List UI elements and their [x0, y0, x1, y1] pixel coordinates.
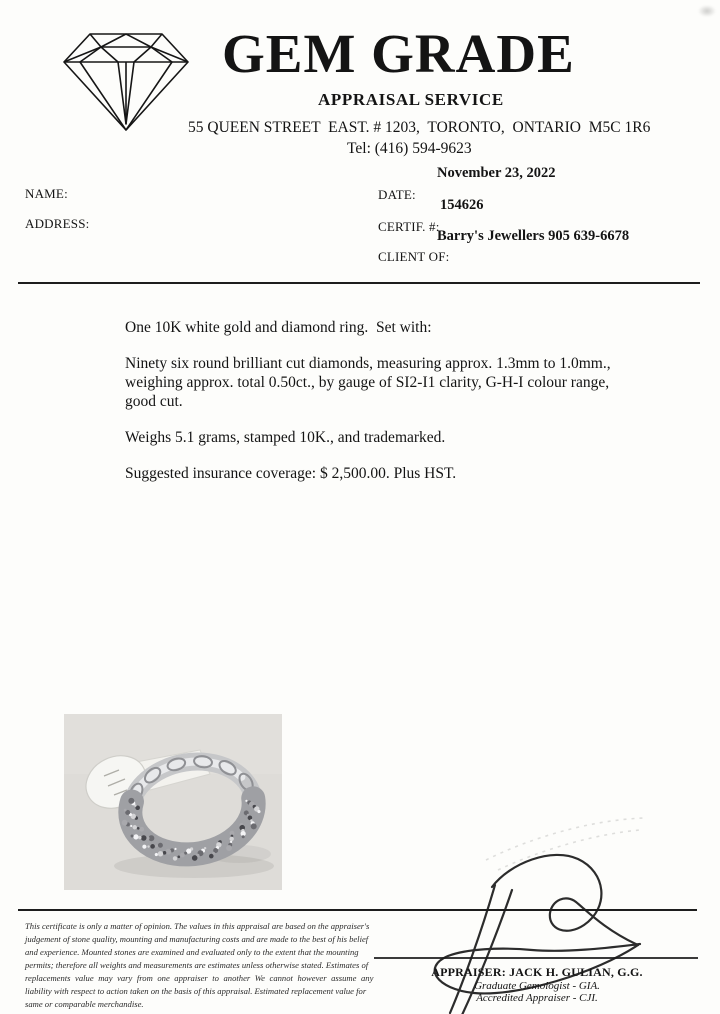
disclaimer-line: same or comparable merchandise.: [25, 999, 144, 1009]
ring-photo: [64, 714, 282, 890]
diamond-logo-icon: [56, 28, 196, 133]
certificate-number-label: CERTIF. #:: [378, 219, 440, 234]
appraiser-name: APPRAISER: JACK H. GULIAN, G.G.: [431, 965, 643, 979]
item-description: [125, 318, 645, 483]
description-spacer: [125, 447, 645, 464]
description-spacer: [125, 411, 645, 428]
disclaimer-line: and experience. Mounted stones are examined and evaluated only to the extent that the mounting: [25, 947, 359, 957]
brand-title: GEM GRADE: [222, 23, 575, 84]
description-detail-line-2: weighing approx. total 0.50ct., by gauge of SI2-I1 clarity, G-H-I colour range,: [125, 374, 610, 391]
header-divider: [18, 282, 700, 284]
disclaimer-line: replacements value may vary from one appraiser to another We cannot however assume any: [25, 973, 374, 983]
brand-address: 55 QUEEN STREET EAST. # 1203, TORONTO, ONTARIO M5C 1R6: [188, 119, 651, 136]
description-weight: Weighs 5.1 grams, stamped 10K., and trademarked.: [125, 429, 446, 446]
brand-subtitle: APPRAISAL SERVICE: [318, 90, 504, 109]
disclaimer-text: [25, 920, 385, 1011]
certificate-number-value: 154626: [440, 197, 484, 213]
client-value: Barry's Jewellers 905 639-6678: [437, 228, 630, 244]
disclaimer-line: judgement of stone quality, mounting and manufacturing costs and are made to the best of his belief: [25, 934, 369, 944]
disclaimer-line: permits; therefore all weights and measurements are estimates unless otherwise stated. Estimates of: [25, 960, 369, 970]
name-label: NAME:: [25, 186, 68, 201]
description-intro: One 10K white gold and diamond ring. Set with:: [125, 319, 432, 336]
client-label: CLIENT OF:: [378, 249, 450, 264]
scan-smudge: [698, 5, 716, 17]
brand-phone: Tel: (416) 594-9623: [347, 140, 472, 157]
address-label: ADDRESS:: [25, 216, 90, 231]
date-label: DATE:: [378, 187, 416, 202]
description-detail-line-1: Ninety six round brilliant cut diamonds, measuring approx. 1.3mm to 1.0mm.,: [125, 355, 611, 372]
description-insurance: Suggested insurance coverage: $ 2,500.00. Plus HST.: [125, 465, 457, 482]
date-value: November 23, 2022: [437, 165, 556, 181]
description-detail-line-3: good cut.: [125, 393, 183, 410]
appraiser-credential-1: Graduate Gemologist - GIA.: [474, 980, 600, 992]
disclaimer-line: liability with respect to action taken on the basis of this appraisal. Estimated replacement value for: [25, 986, 367, 996]
appraiser-credential-2: Accredited Appraiser - CJI.: [476, 992, 598, 1004]
description-spacer: [125, 337, 645, 354]
signature-scribble: [400, 845, 660, 1014]
disclaimer-line: This certificate is only a matter of opinion. The values in this appraisal are based on the appraiser's: [25, 921, 370, 931]
